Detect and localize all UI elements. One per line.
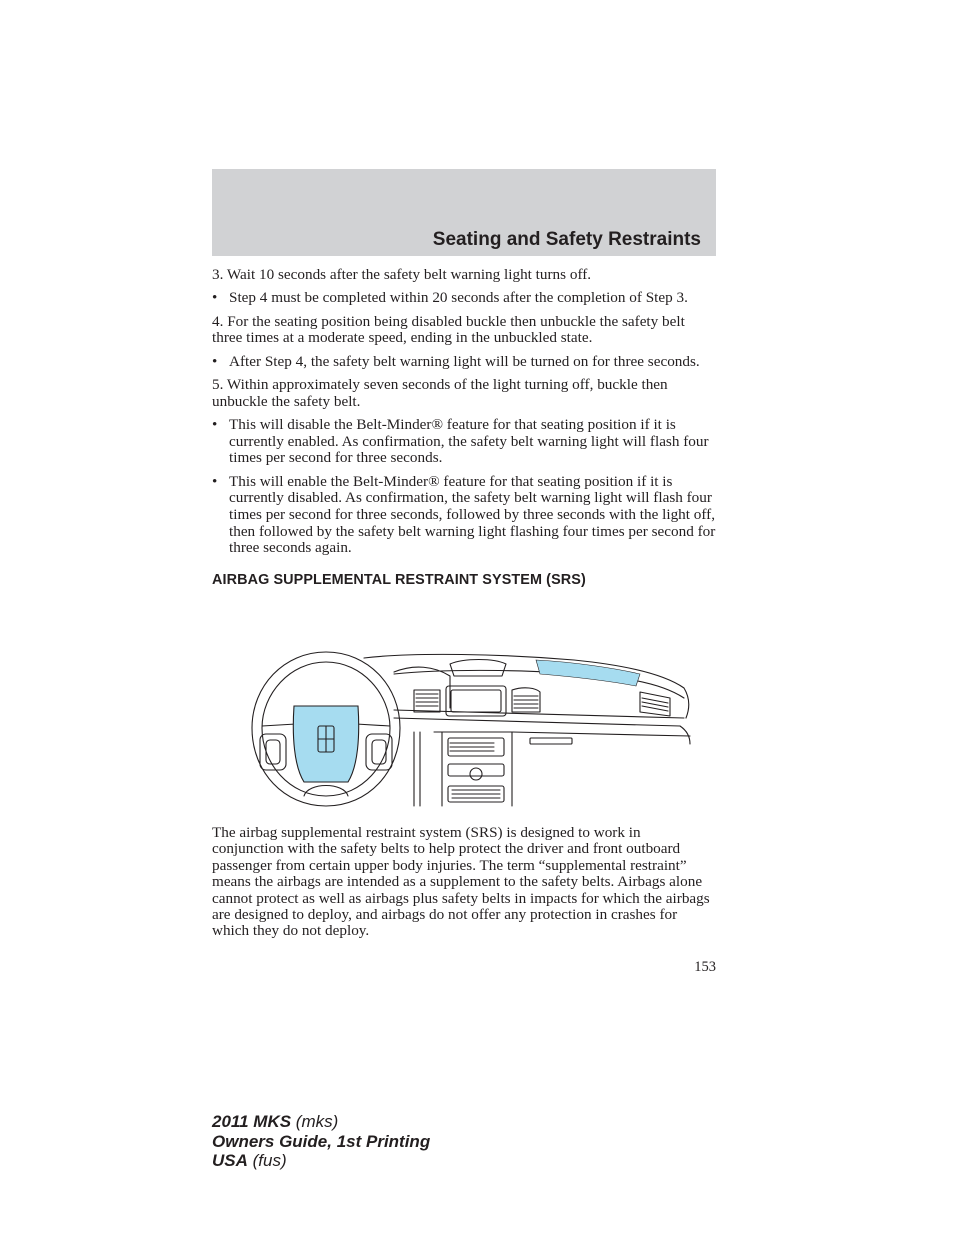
- header-band: [212, 169, 716, 256]
- footer-market-code: (fus): [247, 1151, 287, 1170]
- main-content: [212, 267, 716, 588]
- bullet-text: This will enable the Belt-Minder® feature for that seating position if it is currently disabled. As confirmation, the safety belt warning light will flash four times per second for three seconds, followed by three seconds with the light off, then followed by the safety belt warning light flashing four times per second for three seconds again.: [229, 472, 716, 557]
- footer-line-1: [212, 1112, 430, 1132]
- bullet-icon: •: [212, 352, 218, 370]
- page-number: 153: [694, 959, 716, 975]
- airbag-description: The airbag supplemental restraint system (SRS) is designed to work in conjunction with the safety belts to help protect the driver and front outboard passenger from certain upper body injuries. The term “supplemental restraint” means the airbags are intended as a supplement to the safety belts. Airbags alone cannot protect as well as airbags plus safety belts in impacts for which the airbags are designed to deploy, and airbags do not offer any protection in crashes for which they do not deploy.: [212, 824, 710, 940]
- bullet-text: After Step 4, the safety belt warning light will be turned on for three seconds.: [229, 352, 700, 370]
- bullet-text: Step 4 must be completed within 20 seconds after the completion of Step 3.: [229, 289, 688, 307]
- step-3-text: 3. Wait 10 seconds after the safety belt warning light turns off.: [212, 266, 592, 283]
- dashboard-airbag-illustration: [244, 646, 692, 814]
- bullet-icon: •: [212, 416, 218, 434]
- page-title: Seating and Safety Restraints: [432, 229, 701, 250]
- footer-line-2: [212, 1132, 430, 1152]
- bullet-icon: •: [212, 289, 218, 307]
- footer-model: 2011 MKS: [212, 1112, 292, 1131]
- bullet-item: [212, 290, 716, 307]
- bullet-item: [212, 474, 716, 557]
- bullet-text: This will disable the Belt-Minder® feature for that seating position if it is currently enabled. As confirmation, the safety belt warning light will flash four times per second for three seconds.: [229, 416, 709, 467]
- bullet-item: [212, 417, 716, 467]
- section-heading: AIRBAG SUPPLEMENTAL RESTRAINT SYSTEM (SRS): [212, 571, 586, 588]
- footer-model-code: (mks): [291, 1112, 339, 1131]
- footer: [212, 1112, 430, 1171]
- bullet-item: [212, 354, 716, 371]
- step-4-text: 4. For the seating position being disabled buckle then unbuckle the safety belt three times at a moderate speed, ending in the unbuckled state.: [212, 312, 685, 347]
- bullet-icon: •: [212, 472, 218, 490]
- footer-guide: Owners Guide, 1st Printing: [212, 1131, 431, 1151]
- step-5-text: 5. Within approximately seven seconds of the light turning off, buckle then unbuckle the safety belt.: [212, 376, 668, 410]
- passenger-airbag-highlight: [536, 660, 640, 686]
- footer-market: USA: [212, 1151, 248, 1170]
- footer-line-3: [212, 1151, 430, 1171]
